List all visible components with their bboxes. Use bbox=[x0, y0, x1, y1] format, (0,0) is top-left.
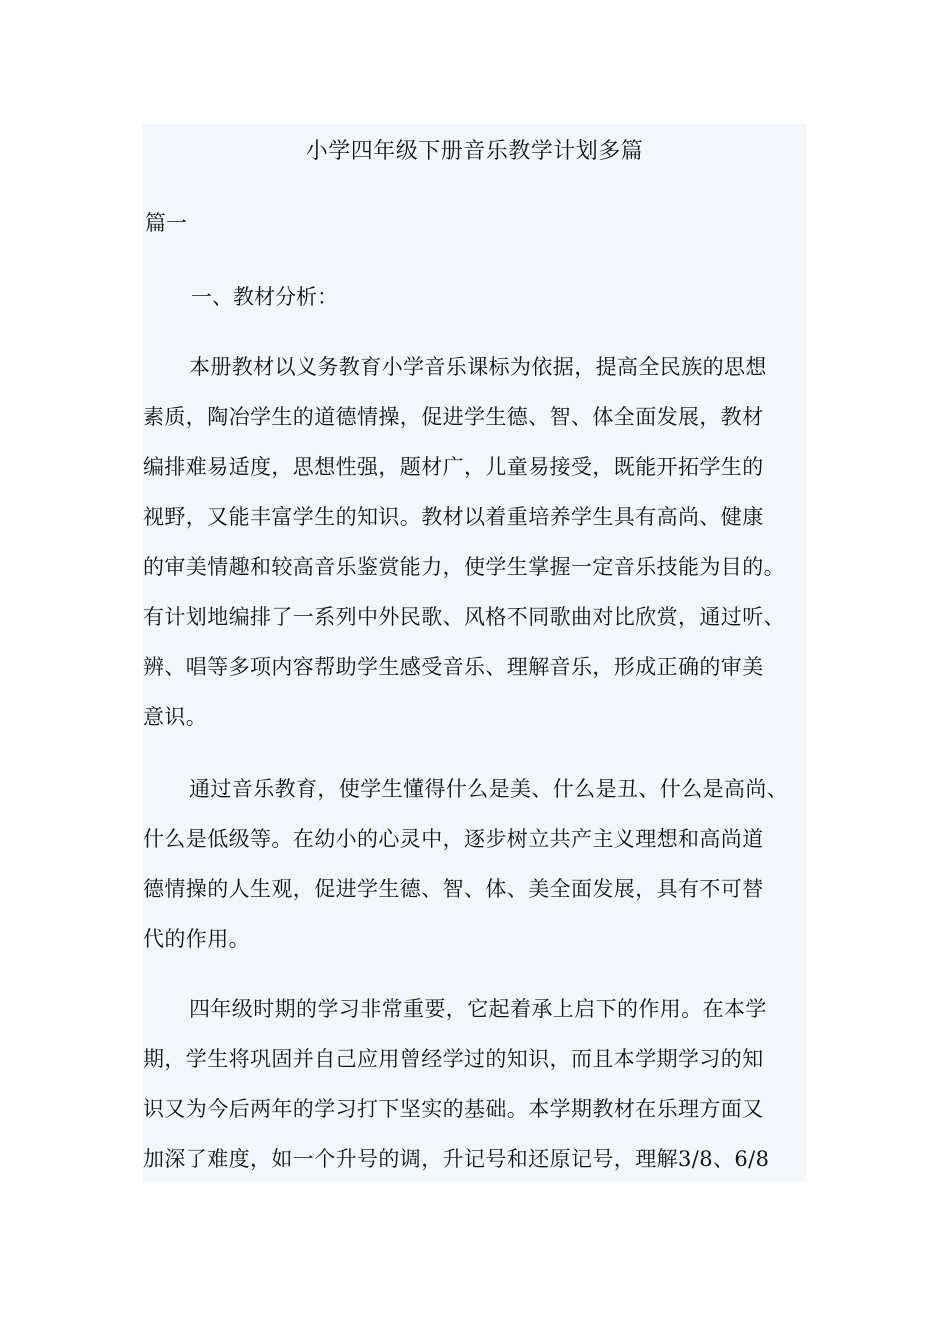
paragraph-line: 辨、唱等多项内容帮助学生感受音乐、理解音乐，形成正确的审美 bbox=[143, 655, 764, 679]
paragraph-line: 意识。 bbox=[143, 705, 208, 729]
paragraph-line: 视野，又能丰富学生的知识。教材以着重培养学生具有高尚、健康 bbox=[143, 505, 764, 529]
document-body bbox=[143, 124, 806, 1182]
paragraph-line: 有计划地编排了一系列中外民歌、风格不同歌曲对比欣赏，通过听、 bbox=[143, 605, 785, 629]
paragraph-line: 什么是低级等。在幼小的心灵中，逐步树立共产主义理想和高尚道 bbox=[143, 827, 764, 851]
paragraph-line: 期，学生将巩固并自己应用曾经学过的知识，而且本学期学习的知 bbox=[143, 1047, 764, 1071]
paragraph-2 bbox=[143, 764, 818, 964]
paragraph-line: 德情操的人生观，促进学生德、智、体、美全面发展，具有不可替 bbox=[143, 877, 764, 901]
paragraph-line: 识又为今后两年的学习打下坚实的基础。本学期教材在乐理方面又 bbox=[143, 1097, 764, 1121]
paragraph-line: 通过音乐教育，使学生懂得什么是美、什么是丑、什么是高尚、 bbox=[189, 777, 789, 801]
paragraph-line: 本册教材以义务教育小学音乐课标为依据，提高全民族的思想 bbox=[189, 355, 767, 379]
paragraph-line: 加深了难度，如一个升号的调，升记号和还原记号，理解3/8、6/8 bbox=[143, 1147, 770, 1171]
section-label: 篇一 bbox=[145, 211, 187, 235]
paragraph-line: 代的作用。 bbox=[143, 927, 250, 951]
paragraph-line: 的审美情趣和较高音乐鉴赏能力，使学生掌握一定音乐技能为目的。 bbox=[143, 555, 785, 579]
document-title: 小学四年级下册音乐教学计划多篇 bbox=[305, 139, 644, 164]
paragraph-1 bbox=[143, 342, 818, 742]
paragraph-line: 素质，陶冶学生的道德情操，促进学生德、智、体全面发展，教材 bbox=[143, 405, 764, 429]
paragraph-3 bbox=[143, 984, 818, 1184]
paragraph-line: 编排难易适度，思想性强，题材广，儿童易接受，既能开拓学生的 bbox=[143, 455, 764, 479]
section-heading: 一、教材分析： bbox=[191, 285, 338, 309]
paragraph-line: 四年级时期的学习非常重要，它起着承上启下的作用。在本学 bbox=[189, 997, 767, 1021]
